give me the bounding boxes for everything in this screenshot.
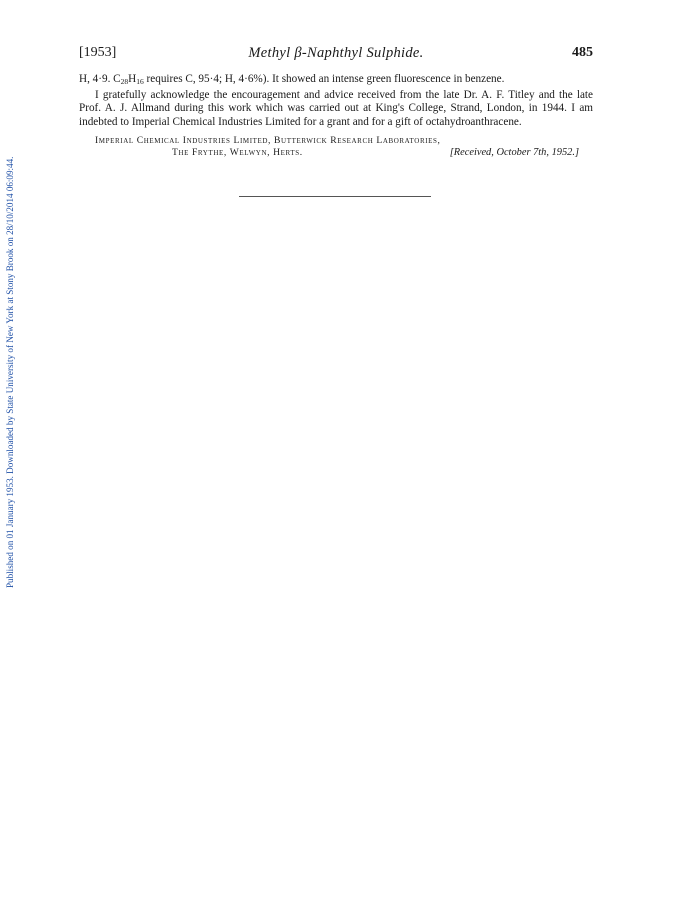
affiliation-block xyxy=(79,135,593,159)
formula-subscript-c: 28 xyxy=(120,77,129,86)
formula-h: H xyxy=(128,73,137,85)
affiliation-line-2 xyxy=(79,147,593,159)
analysis-end: requires C, 95·4; H, 4·6%). It showed an intense green fluorescence in benzene. xyxy=(143,73,505,85)
formula-subscript-h: 16 xyxy=(136,77,144,86)
download-notice-text: Published on 01 January 1953. Downloaded by State University of New York at Stony Brook on 28/10/2014 06:09:44. xyxy=(5,156,15,588)
received-date: [Received, October 7th, 1952.] xyxy=(449,147,579,158)
end-of-article-rule xyxy=(239,196,431,197)
page-number: 485 xyxy=(572,45,593,60)
paragraph-acknowledgement: I gratefully acknowledge the encouragement and advice received from the late Dr. A. F. Titley and the late Prof. A. J. Allmand during this work which was carried out at King's College, Strand, London, in 1944. I am indebted to Imperial Chemical Industries Limited for a grant and for a gift of octahydroanthracene. xyxy=(79,88,593,128)
analysis-start: H, 4·9. C xyxy=(79,73,121,85)
header-title: Methyl β-Naphthyl Sulphide. xyxy=(248,45,424,61)
article-text xyxy=(79,73,593,159)
header-year: [1953] xyxy=(79,45,117,60)
running-header xyxy=(79,45,593,65)
affiliation-line-1: Imperial Chemical Industries Limited, Butterwick Research Laboratories, xyxy=(95,135,441,146)
affiliation-address: The Frythe, Welwyn, Herts. xyxy=(172,147,303,158)
download-watermark xyxy=(4,78,18,588)
paragraph-analysis xyxy=(79,73,593,87)
